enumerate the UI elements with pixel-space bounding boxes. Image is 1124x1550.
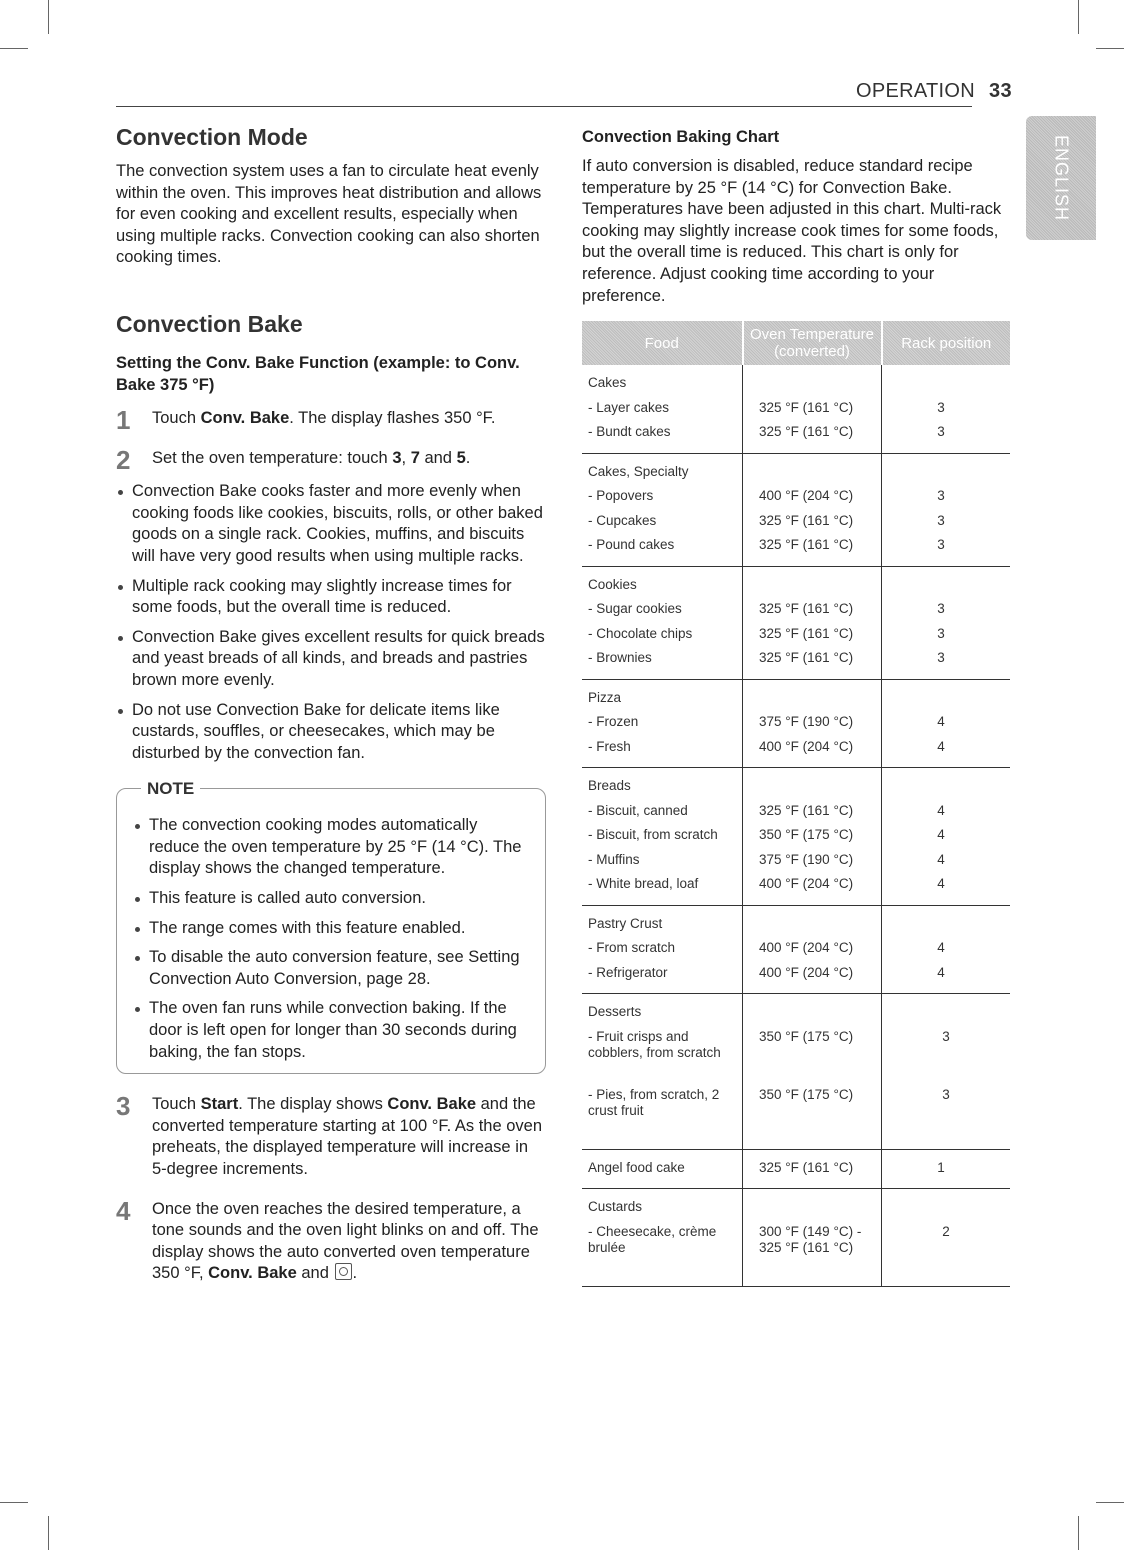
convection-mode-title: Convection Mode xyxy=(116,124,308,150)
step-number: 2 xyxy=(116,444,131,475)
food-cell xyxy=(582,453,743,566)
rack-value: 3 xyxy=(942,1086,950,1102)
step-text: . The display shows xyxy=(238,1095,388,1114)
temperature-value: 400 °F (204 °C) xyxy=(759,940,854,956)
note-item: The oven fan runs while convection baking. If the door is left open for longer than 30 seconds during baking, the fan stops. xyxy=(133,998,529,1063)
rack-value: 4 xyxy=(937,964,945,980)
header-oven-temperature: Oven Temperature (converted) xyxy=(743,321,882,365)
temperature-value: 325 °F (161 °C) xyxy=(759,399,854,415)
cell-spacer xyxy=(588,897,742,905)
cell-blank xyxy=(759,371,881,396)
temperature-value: 325 °F (161 °C) xyxy=(759,512,854,528)
page-number: 33 xyxy=(989,80,1012,102)
cell-spacer xyxy=(588,558,742,566)
temperature-value: 350 °F (175 °C) xyxy=(759,827,854,843)
cell-blank xyxy=(882,1195,1010,1220)
chart-body xyxy=(582,365,1010,1286)
cell-spacer xyxy=(882,985,1010,993)
cell-spacer xyxy=(588,1180,742,1188)
food-item: - Refrigerator xyxy=(588,964,668,980)
food-item: - Popovers xyxy=(588,488,654,504)
step-bold-text: 5 xyxy=(456,448,466,467)
food-item: - Layer cakes xyxy=(588,399,670,415)
convection-bake-title: Convection Bake xyxy=(116,310,303,337)
temperature-value: 400 °F (204 °C) xyxy=(759,876,854,892)
food-category: Cakes xyxy=(588,375,627,391)
rack-value: 3 xyxy=(937,625,945,641)
step-text: Once the oven reaches the desired temperature, a tone sounds and the oven light blinks on and off. The display shows the auto converted oven temperature 350 °F, xyxy=(152,1199,539,1283)
food-item: - Cheesecake, crème brulée xyxy=(588,1223,717,1255)
step-bold-text: Conv. Bake xyxy=(200,408,290,427)
convection-baking-chart xyxy=(582,321,1010,1287)
food-item: - Bundt cakes xyxy=(588,424,671,440)
rack-value: 3 xyxy=(937,601,945,617)
bullet-item: Convection Bake gives excellent results for quick breads and yeast breads of all kinds, and breads and pastries brown more evenly. xyxy=(116,627,546,692)
step-2 xyxy=(116,444,546,475)
food-cell xyxy=(582,1189,743,1287)
cell-spacer xyxy=(759,1278,881,1286)
cell-blank xyxy=(882,371,1010,396)
temperature-value: 350 °F (175 °C) xyxy=(759,1028,854,1044)
cell-blank xyxy=(759,1195,881,1220)
cell-spacer xyxy=(882,1180,1010,1188)
step-text: , xyxy=(401,448,411,467)
step-text: . The display flashes 350 °F. xyxy=(289,408,496,427)
language-tab xyxy=(1026,116,1096,240)
cell-blank xyxy=(882,912,1010,937)
note-item: The range comes with this feature enabled. xyxy=(133,918,529,940)
rack-value: 4 xyxy=(937,738,945,754)
step-number: 1 xyxy=(116,404,131,435)
crop-mark xyxy=(1078,1516,1079,1550)
convection-fan-icon xyxy=(335,1263,352,1280)
temperature-cell xyxy=(743,566,882,679)
table-row xyxy=(582,1189,1010,1287)
left-column xyxy=(116,124,546,1303)
temperature-value: 325 °F (161 °C) xyxy=(759,537,854,553)
bullet-item: Multiple rack cooking may slightly increase times for some foods, but the overall time is reduced. xyxy=(116,576,546,619)
table-row xyxy=(582,679,1010,768)
food-item: - Muffins xyxy=(588,851,640,867)
step-bold-text: Conv. Bake xyxy=(387,1095,477,1114)
note-bullets xyxy=(133,815,529,1063)
cell-spacer xyxy=(759,671,881,679)
food-cell xyxy=(582,679,743,768)
rack-cell xyxy=(882,768,1011,906)
note-item: This feature is called auto conversion. xyxy=(133,888,529,910)
crop-mark xyxy=(1096,48,1124,49)
step-bold-text: 7 xyxy=(410,448,420,467)
food-cell xyxy=(582,566,743,679)
food-item: - Pound cakes xyxy=(588,537,675,553)
header-food: Food xyxy=(582,321,743,365)
rack-value: 3 xyxy=(937,512,945,528)
rack-value: 3 xyxy=(937,488,945,504)
crop-mark xyxy=(1078,0,1079,34)
convection-mode-body: The convection system uses a fan to circulate heat evenly within the oven. This improves heat distribution and allows for even cooking and excellent results, especially when using multiple racks. Convection cooking can also shorten cooking times. xyxy=(116,162,542,267)
cell-blank xyxy=(882,573,1010,598)
cell-blank xyxy=(759,1000,881,1025)
food-cell xyxy=(582,994,743,1150)
section-name: OPERATION xyxy=(856,80,976,102)
crop-mark xyxy=(1096,1502,1124,1503)
step-text: . xyxy=(465,448,471,467)
food-cell xyxy=(582,768,743,906)
cell-spacer xyxy=(759,1180,881,1188)
cell-spacer xyxy=(882,1141,1010,1149)
temperature-value: 400 °F (204 °C) xyxy=(759,738,854,754)
food-item: - Brownies xyxy=(588,650,652,666)
rack-value: 3 xyxy=(937,424,945,440)
step-1 xyxy=(116,404,546,435)
step-text: Touch xyxy=(152,1095,201,1114)
rack-value: 3 xyxy=(937,650,945,666)
temperature-cell xyxy=(743,905,882,994)
baking-chart-intro: If auto conversion is disabled, reduce standard recipe temperature by 25 °F (14 °C) for Convection Bake. Temperatures have been adjusted in this chart. Multi-rack cooking may slightly increase cook times for some foods, but the overall time is reduced. This chart is only for reference. Adjust cooking time according to your preference. xyxy=(582,157,1002,305)
crop-mark xyxy=(48,1516,49,1550)
table-row xyxy=(582,994,1010,1150)
food-item: - From scratch xyxy=(588,940,676,956)
rack-value: 3 xyxy=(942,1028,950,1044)
cell-spacer xyxy=(759,897,881,905)
temperature-value: 325 °F (161 °C) xyxy=(759,1159,854,1175)
rack-cell xyxy=(882,1149,1011,1189)
baking-chart-title: Convection Baking Chart xyxy=(582,128,780,146)
temperature-value: 325 °F (161 °C) xyxy=(759,650,854,666)
rack-cell xyxy=(882,365,1011,453)
cell-blank xyxy=(882,774,1010,799)
bullet-item: Convection Bake cooks faster and more evenly when cooking foods like cookies, biscuits, rolls, or other baked goods on a single rack. Cookies, muffins, and biscuits will have very good results when using multiple racks. xyxy=(116,481,546,567)
cell-blank xyxy=(759,573,881,598)
rack-value: 3 xyxy=(937,537,945,553)
temperature-value: 350 °F (175 °C) xyxy=(759,1086,854,1102)
rack-cell xyxy=(882,1189,1011,1287)
convection-bake-subtitle: Setting the Conv. Bake Function (example: to Conv. Bake 375 °F) xyxy=(116,353,520,394)
rack-value: 4 xyxy=(937,802,945,818)
temperature-value: 325 °F (161 °C) xyxy=(759,625,854,641)
cell-blank xyxy=(759,774,881,799)
note-label: NOTE xyxy=(141,779,200,799)
cell-blank xyxy=(882,1000,1010,1025)
food-item: - Biscuit, from scratch xyxy=(588,827,718,843)
step-number: 4 xyxy=(116,1195,131,1226)
food-category: Desserts xyxy=(588,1004,642,1020)
cell-spacer xyxy=(588,1141,742,1149)
food-item: - Sugar cookies xyxy=(588,601,682,617)
food-category: Cakes, Specialty xyxy=(588,463,689,479)
language-tab-label: ENGLISH xyxy=(1051,134,1072,222)
cell-spacer xyxy=(759,759,881,767)
convection-bake-bullets xyxy=(116,481,546,764)
food-category: Pastry Crust xyxy=(588,915,663,931)
step-text: and xyxy=(419,448,457,467)
cell-spacer xyxy=(759,445,881,453)
cell-spacer xyxy=(588,445,742,453)
cell-spacer xyxy=(588,759,742,767)
food-item: - Chocolate chips xyxy=(588,625,693,641)
rack-cell xyxy=(882,453,1011,566)
rack-value: 4 xyxy=(937,827,945,843)
cell-blank xyxy=(882,460,1010,485)
step-text: Set the oven temperature: touch xyxy=(152,448,393,467)
rack-value: 4 xyxy=(937,714,945,730)
step-bold-text: Start xyxy=(200,1095,239,1114)
food-item: - Fresh xyxy=(588,738,631,754)
table-row xyxy=(582,365,1010,453)
page-header xyxy=(856,80,1012,103)
rack-value: 4 xyxy=(937,851,945,867)
table-row xyxy=(582,905,1010,994)
food-cell xyxy=(582,905,743,994)
crop-mark xyxy=(0,1502,28,1503)
rack-value: 1 xyxy=(937,1159,945,1175)
food-item: - White bread, loaf xyxy=(588,876,699,892)
food-item: - Biscuit, canned xyxy=(588,802,688,818)
temperature-value: 400 °F (204 °C) xyxy=(759,488,854,504)
cell-spacer xyxy=(759,558,881,566)
temperature-value: 325 °F (161 °C) xyxy=(759,601,854,617)
table-row xyxy=(582,566,1010,679)
temperature-value: 375 °F (190 °C) xyxy=(759,714,854,730)
temperature-cell xyxy=(743,679,882,768)
temperature-cell xyxy=(743,768,882,906)
rack-value: 4 xyxy=(937,876,945,892)
cell-spacer xyxy=(882,558,1010,566)
step-4 xyxy=(116,1195,546,1285)
food-cell xyxy=(582,1149,743,1189)
header-rack-position: Rack position xyxy=(882,321,1011,365)
food-item: - Cupcakes xyxy=(588,512,657,528)
step-text: Touch xyxy=(152,408,201,427)
cell-blank xyxy=(882,686,1010,711)
table-row xyxy=(582,1149,1010,1189)
rack-cell xyxy=(882,994,1011,1150)
note-item: The convection cooking modes automatically reduce the oven temperature by 25 °F (14 °C). The display shows the changed temperature. xyxy=(133,815,529,880)
step-bold-text: Conv. Bake xyxy=(208,1264,297,1283)
cell-spacer xyxy=(759,985,881,993)
rack-value: 2 xyxy=(942,1223,950,1239)
temperature-cell xyxy=(743,1189,882,1287)
right-column xyxy=(582,126,1014,1287)
bullet-item: Do not use Convection Bake for delicate items like custards, souffles, or cheesecakes, which may be disturbed by the convection fan. xyxy=(116,700,546,765)
rack-cell xyxy=(882,566,1011,679)
temperature-value: 400 °F (204 °C) xyxy=(759,964,854,980)
rack-cell xyxy=(882,905,1011,994)
note-box xyxy=(116,779,546,1074)
temperature-cell xyxy=(743,1149,882,1189)
step-bold-text: 3 xyxy=(392,448,402,467)
crop-mark xyxy=(0,48,28,49)
cell-spacer xyxy=(759,1141,881,1149)
rack-cell xyxy=(882,679,1011,768)
cell-spacer xyxy=(882,759,1010,767)
rack-value: 3 xyxy=(937,399,945,415)
food-item: - Pies, from scratch, 2 crust fruit xyxy=(588,1086,720,1118)
rack-value: 4 xyxy=(937,940,945,956)
step-text: and the converted temperature starting at 100 °F. As the oven preheats, the displayed temperature will increase in 5-degree increments. xyxy=(152,1095,542,1178)
food-cell xyxy=(582,365,743,453)
temperature-cell xyxy=(743,994,882,1150)
cell-spacer xyxy=(882,897,1010,905)
temperature-value: 375 °F (190 °C) xyxy=(759,851,854,867)
cell-spacer xyxy=(588,1278,742,1286)
cell-spacer xyxy=(588,985,742,993)
food-category: Breads xyxy=(588,778,631,794)
cell-spacer xyxy=(588,671,742,679)
step-text: and xyxy=(296,1264,329,1283)
temperature-value: 300 °F (149 °C) - 325 °F (161 °C) xyxy=(759,1223,862,1255)
table-row xyxy=(582,768,1010,906)
cell-blank xyxy=(759,912,881,937)
step-number: 3 xyxy=(116,1091,131,1122)
table-row xyxy=(582,453,1010,566)
cell-spacer xyxy=(882,445,1010,453)
crop-mark xyxy=(48,0,49,34)
food-item: - Frozen xyxy=(588,714,639,730)
temperature-value: 325 °F (161 °C) xyxy=(759,424,854,440)
food-item: - Fruit crisps and cobblers, from scratch xyxy=(588,1028,721,1060)
cell-blank xyxy=(759,686,881,711)
temperature-cell xyxy=(743,453,882,566)
temperature-cell xyxy=(743,365,882,453)
cell-spacer xyxy=(882,1278,1010,1286)
header-rule xyxy=(116,106,972,107)
note-item: To disable the auto conversion feature, see Setting Convection Auto Conversion, page 28. xyxy=(133,947,529,990)
food-category: Custards xyxy=(588,1199,643,1215)
food-category: Angel food cake xyxy=(588,1159,685,1175)
temperature-value: 325 °F (161 °C) xyxy=(759,802,854,818)
cell-spacer xyxy=(882,671,1010,679)
step-3 xyxy=(116,1091,546,1180)
food-category: Cookies xyxy=(588,576,637,592)
food-category: Pizza xyxy=(588,689,622,705)
step-text: . xyxy=(352,1264,358,1283)
cell-blank xyxy=(759,460,881,485)
